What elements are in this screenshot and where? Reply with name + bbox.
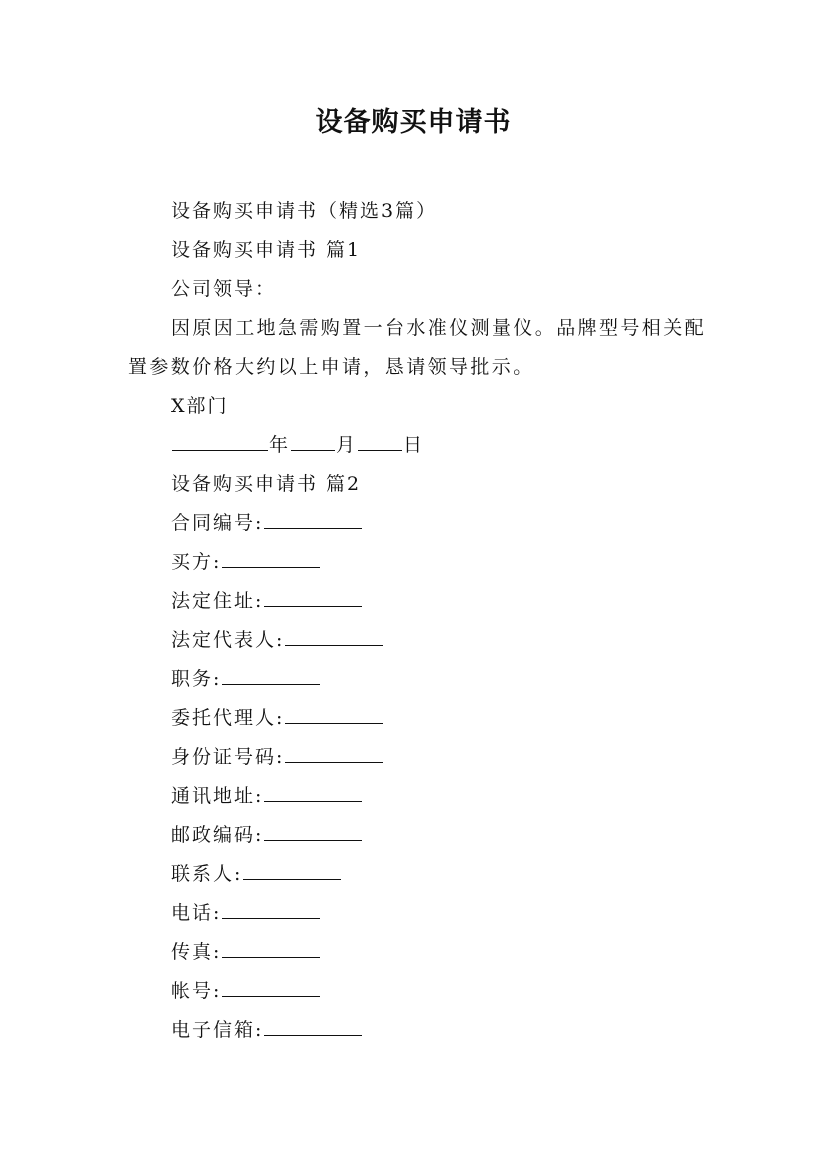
- field-account: [128, 972, 708, 1011]
- day-blank: [358, 434, 402, 451]
- field-contact-person: [128, 855, 708, 894]
- field-blank: [222, 551, 320, 568]
- field-label: 委托代理人:: [171, 707, 285, 729]
- field-label: 合同编号:: [171, 512, 264, 534]
- field-blank: [264, 512, 362, 529]
- field-blank: [264, 785, 362, 802]
- date-year-label: 年: [269, 434, 291, 456]
- part1-heading: 设备购买申请书 篇1: [171, 239, 362, 261]
- field-phone: [128, 894, 708, 933]
- request-body-paragraph: 因原因工地急需购置一台水准仪测量仪。品牌型号相关配置参数价格大约以上申请，恳请领导批示。: [128, 317, 707, 378]
- field-mailing-address: [128, 777, 708, 816]
- field-blank: [264, 590, 362, 607]
- field-blank: [285, 629, 383, 646]
- document-body: [128, 192, 708, 1050]
- department-line: X部门: [171, 395, 229, 417]
- field-blank: [264, 824, 362, 841]
- field-blank: [285, 746, 383, 763]
- field-blank: [222, 902, 320, 919]
- year-blank: [172, 434, 268, 451]
- field-label: 联系人:: [171, 863, 243, 885]
- field-label: 邮政编码:: [171, 824, 264, 846]
- date-line: [128, 426, 708, 465]
- field-fax: [128, 933, 708, 972]
- field-label: 身份证号码:: [171, 746, 285, 768]
- part2-heading: 设备购买申请书 篇2: [171, 473, 362, 495]
- field-id-number: [128, 738, 708, 777]
- field-label: 电话:: [171, 902, 222, 924]
- field-blank: [285, 707, 383, 724]
- field-label: 通讯地址:: [171, 785, 264, 807]
- field-label: 职务:: [171, 668, 222, 690]
- field-blank: [222, 980, 320, 997]
- field-label: 传真:: [171, 941, 222, 963]
- field-legal-representative: [128, 621, 708, 660]
- field-label: 法定代表人:: [171, 629, 285, 651]
- field-legal-address: [128, 582, 708, 621]
- field-buyer: [128, 543, 708, 582]
- field-contract-number: [128, 504, 708, 543]
- field-label: 电子信箱:: [171, 1019, 264, 1041]
- field-position: [128, 660, 708, 699]
- field-label: 买方:: [171, 551, 222, 573]
- field-postal-code: [128, 816, 708, 855]
- date-day-label: 日: [403, 434, 425, 456]
- document-title: 设备购买申请书: [315, 107, 512, 138]
- field-blank: [222, 941, 320, 958]
- field-blank: [243, 863, 341, 880]
- field-email: [128, 1011, 708, 1050]
- field-authorized-agent: [128, 699, 708, 738]
- field-blank: [222, 668, 320, 685]
- date-month-label: 月: [336, 434, 358, 456]
- subtitle-line: 设备购买申请书（精选3篇）: [171, 200, 438, 222]
- field-blank: [264, 1019, 362, 1036]
- month-blank: [291, 434, 335, 451]
- field-label: 帐号:: [171, 980, 222, 1002]
- salutation-line: 公司领导：: [171, 278, 277, 300]
- field-label: 法定住址:: [171, 590, 264, 612]
